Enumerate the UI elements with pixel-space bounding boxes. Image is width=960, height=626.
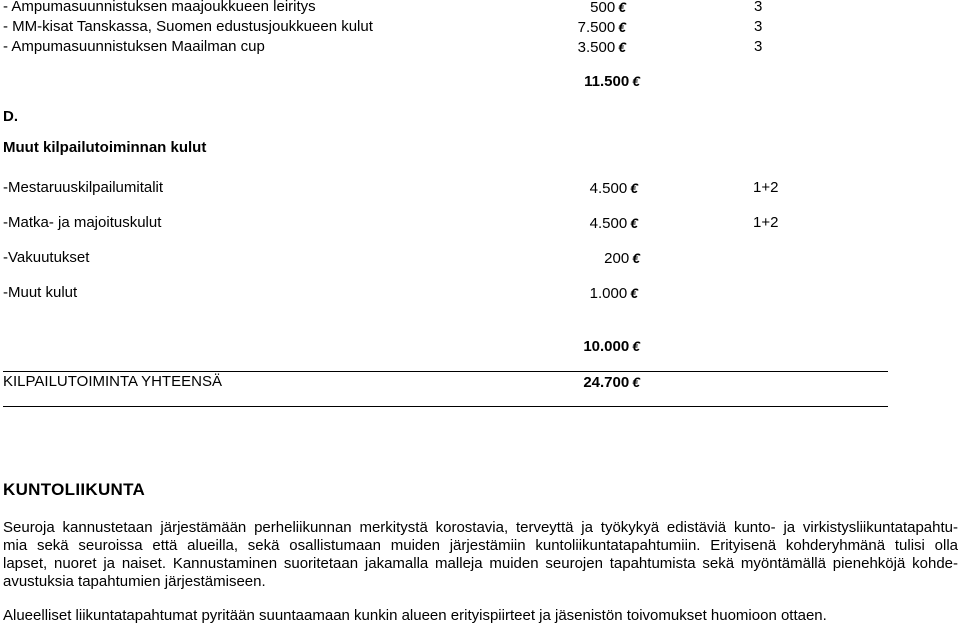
paragraph-line: avustuksia tapahtumien järjestämiseen. (3, 573, 266, 590)
budget-row-amount: 3.500 € (577, 39, 626, 56)
budget-row-amount: 4.500 € (589, 215, 638, 232)
euro-symbol: € (632, 338, 640, 354)
euro-symbol: € (632, 374, 640, 390)
total-label: KILPAILUTOIMINTA YHTEENSÄ (3, 373, 222, 390)
budget-row-amount: 7.500 € (577, 19, 626, 36)
subtotal-amount: 10.000 € (583, 338, 640, 355)
budget-row-note: 3 (754, 38, 763, 55)
budget-row-amount: 500 € (590, 0, 626, 16)
section-title: Muut kilpailutoiminnan kulut (3, 139, 207, 156)
euro-symbol: € (618, 0, 626, 15)
budget-row-note: 3 (754, 18, 763, 35)
budget-row-label: - Ampumasuunnistuksen maajoukkueen leiritys (3, 0, 316, 15)
body-paragraph (3, 519, 958, 591)
divider-line (3, 406, 888, 407)
budget-row-note: 3 (754, 0, 763, 15)
euro-symbol: € (618, 39, 626, 55)
budget-row-note: 1+2 (753, 214, 779, 231)
budget-row-label: -Matka- ja majoituskulut (3, 214, 162, 231)
budget-row-label: - Ampumasuunnistuksen Maailman cup (3, 38, 265, 55)
section-letter: D. (3, 108, 18, 125)
euro-symbol: € (618, 19, 626, 35)
budget-row-label: - MM-kisat Tanskassa, Suomen edustusjoukkueen kulut (3, 18, 373, 35)
budget-row-label: -Vakuutukset (3, 249, 90, 266)
budget-row-label: -Mestaruuskilpailumitalit (3, 179, 164, 196)
total-amount: 24.700 € (583, 374, 640, 391)
euro-symbol: € (630, 285, 638, 301)
euro-symbol: € (630, 215, 638, 231)
divider-line (3, 371, 888, 372)
budget-row-amount: 1.000 € (589, 285, 638, 302)
paragraph-line: lapset, nuoret ja naiset. Kannustaminen suoritetaan jakamalla malleja muiden seurojen tapahtumista sekä myöntämällä pienehköjä kohde- (3, 555, 958, 572)
subtotal-amount: 11.500 € (584, 73, 640, 90)
paragraph-line: Seuroja kannustetaan järjestämään perheliikunnan merkitystä korostavia, terveyttä ja työkykyä edistäviä kunto- ja virkistysliikuntatapahtu- (3, 519, 958, 536)
section-heading: KUNTOLIIKUNTA (3, 480, 146, 499)
budget-row-label: -Muut kulut (3, 284, 78, 301)
euro-symbol: € (632, 73, 640, 89)
budget-row-amount: 200 € (604, 250, 640, 267)
budget-row-amount: 4.500 € (589, 180, 638, 197)
paragraph-line: mia sekä seuroissa että alueilla, sekä osallistumaan muiden järjestämiin kuntoliikuntatapahtumiin. Erityisenä kohderyhmänä tulisi olla (3, 537, 958, 554)
body-paragraph: Alueelliset liikuntatapahtumat pyritään suuntaamaan kunkin alueen erityispiirteet ja jäsenistön toivomukset huomioon ottaen. (3, 607, 827, 624)
euro-symbol: € (630, 180, 638, 196)
budget-row-note: 1+2 (753, 179, 779, 196)
euro-symbol: € (632, 250, 640, 266)
